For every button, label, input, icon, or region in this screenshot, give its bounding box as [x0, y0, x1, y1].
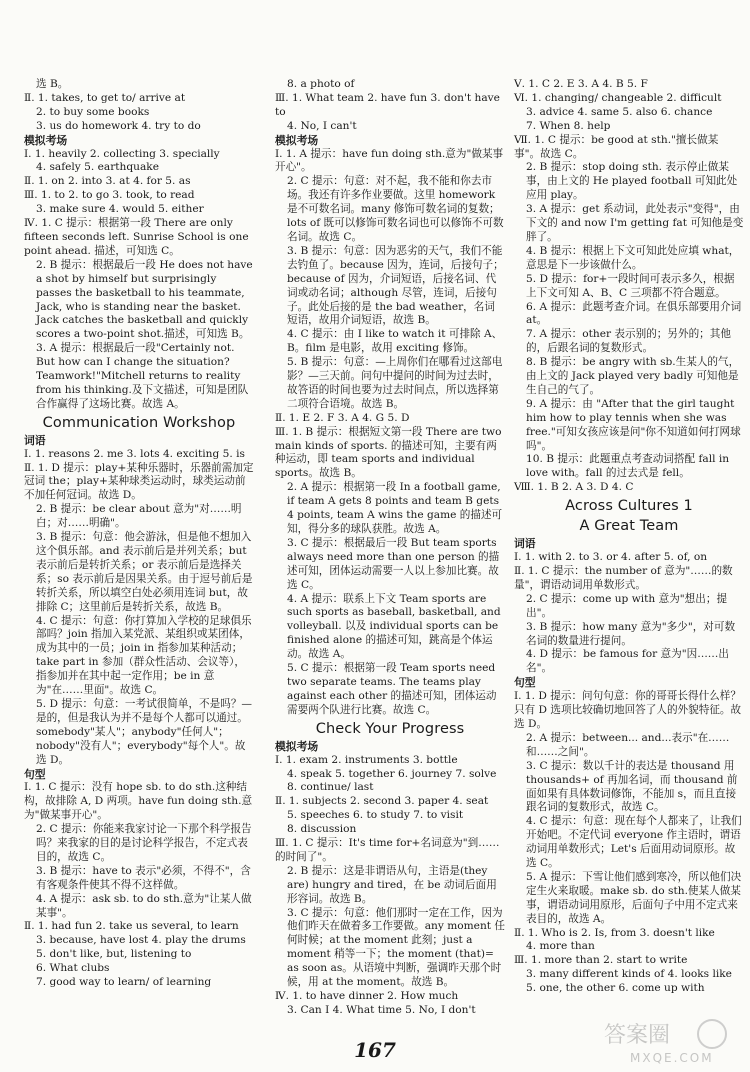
subsection-label: 句型: [514, 676, 536, 690]
answer-line: 3. Can I 4. What time 5. No, I don't: [287, 1003, 476, 1016]
answer-line: 4. C 提示：句意：现在每个人都来了，让我们开始吧。不定代词 everyone 作主语时，谓语动词用单数形式；Let's 后面用动词原形。故选 C。: [526, 815, 742, 870]
answer-line: Ⅰ. 1. with 2. to 3. or 4. after 5. of, on: [514, 551, 708, 564]
answer-line: 7. good way to learn/ of learning: [36, 976, 212, 989]
answer-line: Ⅰ. 1. D 提示：问句句意：你的哥哥长得什么样？只有 D 选项比较确切地回答了人的外貌特征。故选 D。: [514, 690, 742, 730]
answer-line: Ⅲ. 1. C 提示：It's time for+名词意为"到……的时间了"。: [275, 837, 500, 863]
answer-line: 7. A 提示：other 表示别的；另外的；其他的，后跟名词的复数形式。: [526, 328, 731, 355]
section-heading: Communication Workshop: [42, 414, 236, 431]
answer-line: Ⅰ. 1. A 提示：have fun doing sth.意为"做某事开心"。: [275, 147, 504, 174]
answer-line: 4. A 提示：联系上下文 Team sports are such sports as baseball, basketball, and volleyball. 以及 individual sports can be finished alone 的描述可知，跳高是个体运动。故选 A。: [287, 592, 501, 661]
answer-line: Ⅲ. 1. more than 2. start to write: [514, 954, 688, 967]
answer-line: Ⅳ. 1. C 提示：根据第一段 There are only fifteen seconds left. Sunrise School is one point ahead. 描述，可知选 C。: [24, 217, 249, 257]
answer-line: 3. us do homework 4. try to do: [36, 119, 201, 132]
answer-line: 2. B 提示：根据最后一段 He does not have a shot by himself but surprisingly passes the basketball to his teammate, Jack, who is standing near the basket. Jack catches the basketball and quickly scores a two-point shot.描述，可知选 B。: [36, 258, 253, 341]
answer-line: 5. B 提示：句意：—上周你们在哪看过这部电影？—三天前。问句中提问的时间为过去时，故答语的时间也要为过去时间点，所以选择第二项符合语境。故选 B。: [287, 356, 503, 410]
answer-line: 2. to buy some books: [36, 105, 150, 118]
answer-line: Ⅰ. 1. reasons 2. me 3. lots 4. exciting 5. is: [24, 447, 245, 460]
answer-line: 5. A 提示：下雪让他们感到寒冷，所以他们决定生火来取暖。make sb. do sth.使某人做某事，谓语动词用原形，后面句子中用不定式来表目的，故选 A。: [526, 870, 742, 925]
answer-line: Ⅰ. 1. C 提示：没有 hope sb. to do sth.这种结构，故排除 A, D 两项。have fun doing sth.意为"做某事开心"。: [24, 781, 253, 822]
answer-line: Ⅱ. 1. subjects 2. second 3. paper 4. seat: [275, 795, 489, 808]
answer-line: 4. No, I can't: [287, 119, 357, 132]
answer-line: Ⅴ. 1. C 2. E 3. A 4. B 5. F: [514, 78, 648, 90]
answer-line: Ⅱ. 1. had fun 2. take us several, to learn: [24, 920, 239, 933]
answer-line: Ⅲ. 1. What team 2. have fun 3. don't have to: [275, 91, 500, 118]
answer-line: Ⅷ. 1. B 2. A 3. D 4. C: [514, 481, 634, 494]
answer-line: 5. don't like, but, listening to: [36, 948, 192, 961]
answer-line: 5. D 提示：句意：一考试很简单，不是吗？—是的，但是我认为并不是每个人都可以通过。somebody"某人"；anybody"任何人"；nobody"没有人"；everybody"每个人"。故选 D。: [36, 697, 253, 766]
answer-line: 3. advice 4. same 5. also 6. chance: [526, 105, 713, 118]
answer-line: 7. When 8. help: [526, 119, 611, 132]
answer-line: 4. C 提示：由 I like to watch it 可排除 A、B。film 是电影，故用 exciting 修饰。: [287, 328, 503, 355]
answer-line: 3. C 提示：数以千计的表达是 thousand 用 thousands+ of 再加名词，而 thousand 前面如果有具体数词修饰，不能加 s，而且直接跟名词的复数形式，故选 C。: [526, 759, 738, 814]
answer-line: Ⅱ. 1. D 提示：play+某种乐器时，乐器前需加定冠词 the；play+某种球类运动时，球类运动前不加任何冠词。故选 D。: [24, 461, 254, 502]
answer-line: 2. A 提示：between... and...表示"在……和……之间"。: [526, 731, 730, 758]
answer-line: 2. C 提示：come up with 意为"想出；提出"。: [526, 592, 728, 619]
answer-line: 4. C 提示：句意：你打算加入学校的足球俱乐部吗？join 指加入某党派、某组织或某团体，成为其中的一员；join in 指参加某种活动；take part in 参加（群众性活动、会议等），指参加并在其中起一定作用；be in 意为"在……里面"。故选 C。: [36, 614, 252, 697]
section-heading: Across Cultures 1: [565, 498, 693, 515]
answer-line: 8. continue/ last: [287, 781, 374, 794]
subsection-label: 模拟考场: [275, 739, 319, 753]
answer-line: Ⅳ. 1. to have dinner 2. How much: [275, 990, 459, 1002]
answer-line: Ⅲ. 1. B 提示：根据短文第一段 There are two main kinds of sports. 的描述可知，主要有两种运动，即 team sports and individual sports。故选 B。: [275, 425, 502, 480]
answer-line: 3. C 提示：句意：他们那时一定在工作，因为他们昨天在做着多工作要做。any moment 任何时候；at the moment 此刻；just a moment 稍等一下；the moment (that)= as soon as。从语境中判断，强调昨天那个时候，用 at the moment。故选 B。: [287, 906, 505, 989]
answer-line: 3. B 提示：句意：因为恶劣的天气，我们不能去钓鱼了。because 因为，连词，后接句子；because of 因为，介词短语，后接名词、代词或动名词；although 尽管，连词，后接句子。此处后接的是 the bad weather，名词短语，故用介词短语，故选 B。: [287, 244, 504, 327]
column-right: [514, 78, 744, 996]
section-heading: Check Your Progress: [315, 720, 465, 737]
answer-line: 2. C 提示：句意：对不起，我不能和你去市场。我还有许多作业要做。这里 homework 是不可数名词。many 修饰可数名词的复数；lots of 既可以修饰可数名词也可以修饰不可数名词。故选 C。: [287, 175, 504, 243]
answer-line: 8. B 提示：be angry with sb.生某人的气，由上文的 Jack played very badly 可知他是生自己的气了。: [526, 356, 740, 396]
answer-line: Ⅰ. 1. exam 2. instruments 3. bottle: [275, 753, 458, 766]
subsection-label: 模拟考场: [24, 133, 68, 147]
answer-line: 3. make sure 4. would 5. either: [36, 203, 204, 216]
answer-line: Ⅰ. 1. heavily 2. collecting 3. specially: [24, 147, 220, 160]
answer-line: 5. C 提示：根据第一段 Team sports need two separate teams. The teams play against each other 的描述可知，团体运动需要两个队进行比赛。故选 C。: [287, 662, 497, 716]
answer-line: Ⅱ. 1. C 提示：the number of 意为"……的数量"，谓语动词用单数形式。: [514, 565, 733, 591]
answer-line: Ⅱ. 1. on 2. into 3. at 4. for 5. as: [24, 175, 191, 188]
subsection-label: 词语: [24, 433, 46, 447]
answer-line: 10. B 提示：此题重点考查动词搭配 fall in love with。fall 的过去式是 fell。: [526, 453, 730, 480]
page-number: 167: [354, 1038, 396, 1062]
answer-line: 6. What clubs: [36, 962, 110, 975]
answer-line: 2. B 提示：这是非谓语从句，主语是(they are) hungry and tired，在 be 动词后面用形容词。故选 B。: [287, 864, 497, 905]
answer-line: 3. A 提示：根据最后一段"Certainly not. But how can I change the situation? Teamwork!"Mitchell returns to reality from his thinking.及下文描述，可知是团队合作赢得了这场比赛。故选 A。: [36, 342, 249, 410]
answer-line: 2. A 提示：根据第一段 In a football game, if team A gets 8 points and team B gets 4 points, team A wins the game 的描述可知，得分多的球队获胜。故选 A。: [287, 481, 503, 535]
answer-line: 5. one, the other 6. come up with: [526, 982, 705, 995]
answer-line: 2. B 提示：be clear about 意为"对……明白；对……明确"。: [36, 503, 242, 530]
section-heading: A Great Team: [579, 518, 679, 535]
answer-line: 4. A 提示：ask sb. to do sth.意为"让某人做某事"。: [36, 892, 252, 919]
answer-line: 9. A 提示：由 "After that the girl taught him how to play tennis when she was free."可知女孩应该是问"你不知道如何打网球吗"。: [526, 397, 741, 452]
answer-line: Ⅶ. 1. C 提示：be good at sth."擅长做某事"。故选 C。: [514, 133, 719, 160]
watermark-line1: 答案圈: [604, 1023, 671, 1048]
answer-line: 2. B 提示：stop doing sth. 表示停止做某事，由上文的 He played football 可知此处应用 play。: [526, 161, 738, 202]
answer-line: Ⅱ. 1. E 2. F 3. A 4. G 5. D: [275, 411, 410, 424]
answer-line: Ⅲ. 1. to 2. to go 3. took, to read: [24, 189, 195, 202]
answer-line: 6. A 提示：此题考查介词。在俱乐部要用介词 at。: [526, 300, 742, 327]
answer-line: 4. B 提示：根据上下文可知此处应填 what，意思是下一步该做什么。: [526, 244, 740, 271]
subsection-label: 句型: [24, 767, 46, 781]
answer-line: 2. C 提示：你能来我家讨论一下那个科学报告吗？来我家的目的是讨论科学报告，不定式表目的，故选 C。: [36, 823, 252, 863]
answer-line: 5. D 提示：for+一段时间可表示多久，根据上下文可知 A、B、C 三项都不符合题意。: [526, 272, 735, 299]
answer-line: 4. safely 5. earthquake: [36, 161, 159, 174]
answer-line: 3. B 提示：have to 表示"必须，不得不"，含有客观条件使其不得不这样做。: [36, 864, 251, 891]
answer-line: 4. speak 5. together 6. journey 7. solve: [287, 767, 497, 780]
answer-line: 8. discussion: [287, 823, 357, 836]
subsection-label: 模拟考场: [275, 133, 319, 147]
watermark-logo: [600, 1012, 740, 1068]
answer-line: 8. a photo of: [287, 78, 355, 90]
answer-line: 3. C 提示：根据最后一段 But team sports always need more than one person 的描述可知，团体运动需要一人以上参加比赛。故选 C。: [287, 536, 500, 591]
answer-line: 5. speeches 6. to study 7. to visit: [287, 809, 464, 822]
answer-line: 选 B。: [36, 78, 69, 90]
subsection-label: 词语: [514, 537, 536, 551]
column-middle: [275, 78, 505, 1018]
answer-line: 4. D 提示：be famous for 意为"因……出名"。: [526, 648, 729, 675]
answer-line: 3. because, have lost 4. play the drums: [36, 934, 246, 947]
answer-line: 3. many different kinds of 4. looks like: [526, 968, 732, 981]
answer-line: Ⅱ. 1. Who is 2. Is, from 3. doesn't like: [514, 926, 715, 939]
answer-line: 3. B 提示：how many 意为"多少"，对可数名词的数量进行提问。: [526, 620, 736, 647]
answer-line: 3. A 提示：get 系动词，此处表示"变得"，由下文的 and now I'm getting fat 可知他是变胖了。: [526, 203, 744, 243]
answer-line: 3. B 提示：句意：他会游泳，但是他不想加入这个俱乐部。and 表示前后是并列关系；but 表示前后是转折关系；or 表示前后是选择关系；so 表示前后是因果关系。由于逗号前后是转折关系，所以填空白处必须用连词 but，故排除 C；这里前后是转折关系，故选 B。: [36, 531, 253, 613]
answer-line: Ⅱ. 1. takes, to get to/ arrive at: [24, 91, 186, 104]
column-left: [24, 78, 254, 990]
watermark-line2: MXQE.COM: [630, 1051, 714, 1065]
answer-line: Ⅵ. 1. changing/ changeable 2. difficult: [514, 91, 722, 104]
answer-line: 4. more than: [526, 940, 595, 953]
